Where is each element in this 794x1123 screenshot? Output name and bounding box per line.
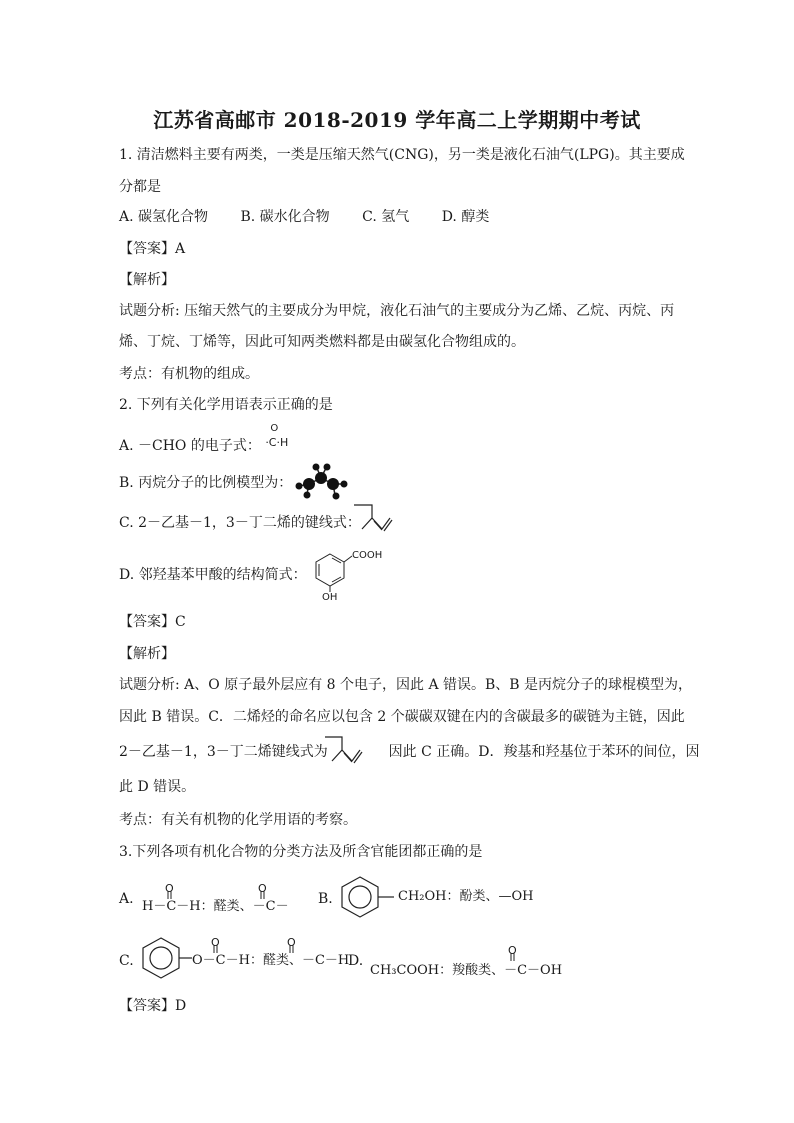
q2-answer: 【答案】C — [119, 614, 186, 630]
electron-formula-o: O — [270, 423, 279, 434]
q1-option-a: A. 碳氢化合物 — [119, 209, 209, 225]
q3-stem: 3.下列各项有机化合物的分类方法及所含官能团都正确的是 — [119, 844, 483, 860]
q2-analysis-line3-start: 2－乙基－1，3－丁二烯键线式为 — [119, 744, 328, 760]
q2-option-d — [119, 566, 307, 584]
q1-option-d: D. 醇类 — [441, 209, 490, 225]
q3-option-d-label: D. — [348, 953, 364, 969]
propane-model-icon — [293, 462, 349, 500]
electron-formula-ch: ·C·H — [265, 436, 289, 449]
q3-option-d-o: O — [508, 944, 517, 957]
q2-option-c — [119, 514, 361, 532]
benzene-ring-c-icon — [140, 936, 196, 980]
oh-label: OH — [322, 592, 338, 603]
q3-option-c-formula: O－C－H：醛类、－C－H — [192, 953, 350, 968]
q1-analysis-line2: 烯、丁烷、丁烯等，因此可知两类燃料都是由碳氢化合物组成的。 — [119, 334, 525, 350]
q1-analysis-line1: 试题分析: 压缩天然气的主要成分为甲烷，液化石油气的主要成分为乙烯、乙烷、丙烷、丙 — [119, 303, 675, 319]
q2-knowledge-point: 考点：有关有机物的化学用语的考察。 — [119, 812, 357, 828]
q1-analysis-heading: 【解析】 — [119, 272, 175, 288]
q1-option-c: C. 氢气 — [362, 209, 410, 225]
q2-analysis-heading: 【解析】 — [119, 646, 175, 662]
q2-option-d-text: D. 邻羟基苯甲酸的结构简式： — [119, 567, 307, 583]
q3-option-a-o2: O — [258, 882, 267, 895]
q3-option-a-formula: H－C－H：醛类、－C－ — [142, 899, 289, 914]
q2-option-c-text: C. 2－乙基－1，3－丁二烯的键线式： — [119, 515, 361, 531]
q3-a-double-bonds-icon — [166, 890, 276, 900]
q3-option-a-label: A. — [119, 891, 134, 907]
q1-answer: 【答案】A — [119, 241, 186, 257]
q1-stem-line1: 1. 清洁燃料主要有两类，一类是压缩天然气(CNG)，另一类是液化石油气(LPG)。其主要成 — [119, 147, 685, 163]
q2-analysis-line4: 此 D 错误。 — [119, 779, 196, 795]
q3-c-double-bonds-icon — [212, 944, 302, 954]
q3-d-double-bond-icon — [509, 952, 519, 962]
q3-option-c-label: C. — [119, 953, 134, 969]
page-title: 江苏省高邮市 2018-2019 学年高二上学期期中考试 — [153, 108, 641, 132]
q2-analysis-line3-end: 因此 C 正确。D．羧基和羟基位于苯环的间位，因 — [388, 744, 700, 760]
q2-option-b-text: B. 丙烷分子的比例模型为： — [119, 475, 293, 491]
q2-option-a — [119, 423, 299, 455]
q1-options — [119, 208, 517, 226]
butadiene-skeletal-inline-icon — [322, 734, 366, 764]
q1-knowledge-point: 考点：有机物的组成。 — [119, 366, 259, 382]
q2-option-b — [119, 474, 292, 492]
q2-stem: 2. 下列有关化学用语表示正确的是 — [119, 397, 333, 413]
q3-option-b-formula: CH₂OH：酚类、—OH — [398, 889, 534, 904]
q1-option-b: B. 碳水化合物 — [240, 209, 330, 225]
q2-analysis-line2: 因此 B 错误。C．二烯烃的命名应以包含 2 个碳碳双键在内的含碳最多的碳链为主链，因此 — [119, 709, 685, 725]
cooh-label: COOH — [352, 550, 383, 561]
q2-option-a-text: A. －CHO 的电子式： — [119, 438, 261, 454]
q2-analysis-line1: 试题分析: A、O 原子最外层应有 8 个电子，因此 A 错误。B、B 是丙烷分子的球棍模型为， — [119, 677, 693, 693]
q3-option-d-formula: CH₃COOH：羧酸类、－C－OH — [370, 963, 563, 978]
q2-analysis-line3 — [119, 743, 699, 761]
benzene-ring-b-icon — [338, 874, 398, 920]
q3-option-b-label: B. — [318, 891, 333, 907]
butadiene-skeletal-icon — [350, 502, 396, 532]
q1-stem-line2: 分都是 — [119, 179, 161, 195]
q3-option-a-o1: O — [165, 882, 174, 895]
q3-answer: 【答案】D — [119, 998, 187, 1014]
q3-option-c-o2: O — [287, 936, 296, 949]
electron-formula — [265, 423, 299, 450]
q3-option-c-o1: O — [211, 936, 220, 949]
